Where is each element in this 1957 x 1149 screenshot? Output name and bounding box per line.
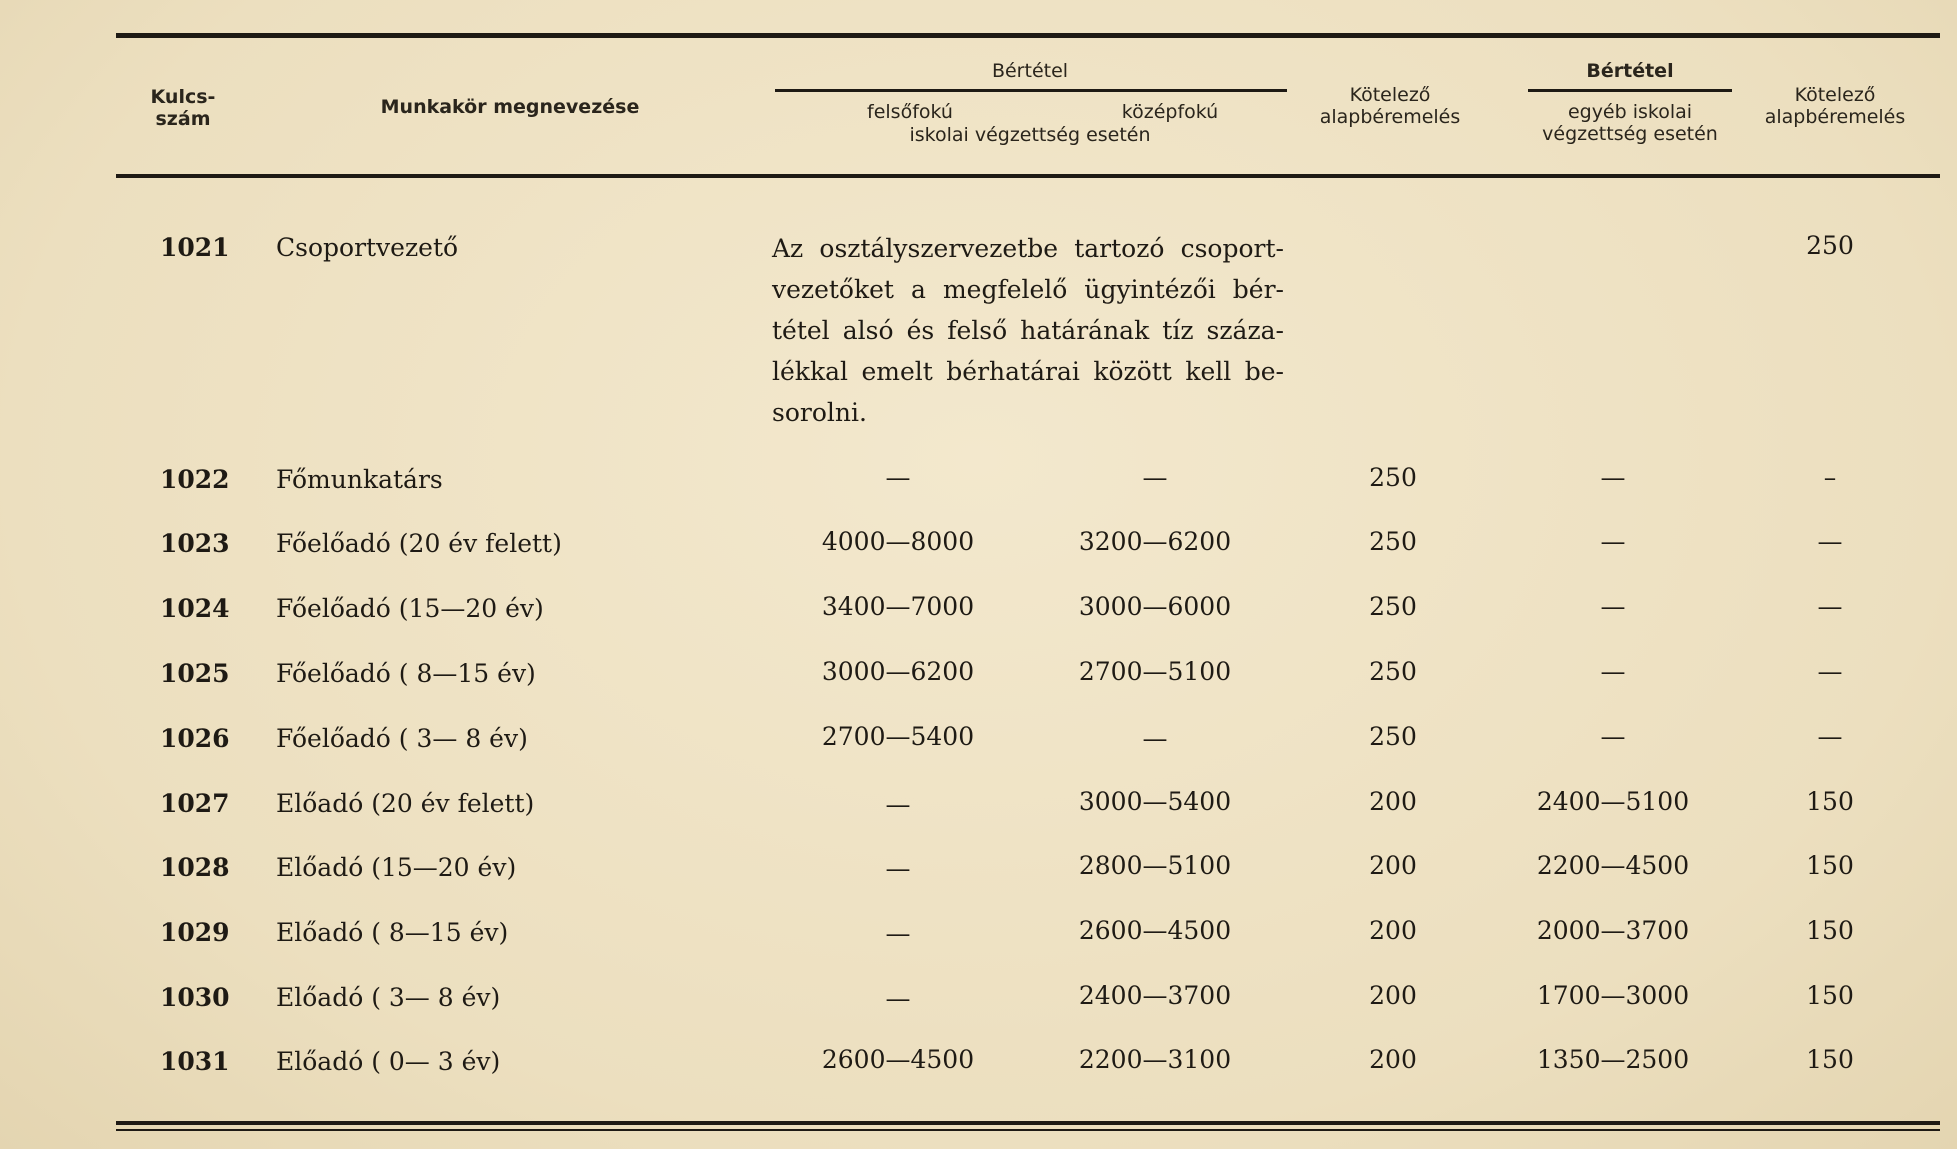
row-code: 1026 [160,724,230,753]
group1-sub-middle: középfokú [1121,101,1219,123]
raise1-header-line2: alapbéremelés [1319,106,1461,128]
row-higher: — [885,984,911,1013]
code-header [140,86,226,130]
row-title: Előadó ( 3— 8 év) [276,983,501,1012]
row-raise2: 150 [1806,851,1854,880]
row-title: Főmunkatárs [276,465,443,494]
group2-sub [1510,101,1750,145]
row-note: Az osztályszervezetbe tartozó csoport-vezetőket a megfelelő ügyintézői bér-tétel alsó és felső határának tíz száza-lékkal emelt bérhatárai között kell be-sorolni. [772,234,1284,427]
row-other: — [1600,527,1626,556]
row-code: 1028 [160,853,230,882]
row-higher: 3000—6200 [821,657,975,686]
row-middle: 2400—3700 [1078,981,1232,1010]
row-raise2: 150 [1806,916,1854,945]
row-raise2: — [1817,657,1843,686]
row-raise2: 150 [1806,787,1854,816]
row-raise2: 150 [1806,1045,1854,1074]
row-title: Főelőadó ( 3— 8 év) [276,724,528,753]
row-raise2: — [1817,527,1843,556]
row-raise1: 200 [1369,981,1417,1010]
row-middle: 2200—3100 [1078,1045,1232,1074]
row-higher: 4000—8000 [821,527,975,556]
bottom-rule-thin [116,1129,1940,1131]
row-title: Előadó ( 0— 3 év) [276,1047,501,1076]
row-code: 1027 [160,789,230,818]
row-raise1: 250 [1369,592,1417,621]
row-title: Főelőadó (15—20 év) [276,594,544,623]
row-title: Előadó ( 8—15 év) [276,918,509,947]
row-higher: 3400—7000 [821,592,975,621]
row-raise1: 200 [1369,851,1417,880]
row-other: — [1600,592,1626,621]
row-middle: 3000—5400 [1078,787,1232,816]
row-higher: — [885,463,911,492]
row-higher: 2700—5400 [821,722,975,751]
row-other: 2400—5100 [1536,787,1690,816]
row-middle: — [1142,724,1168,753]
bottom-rule [116,1121,1940,1125]
code-header-line1: Kulcs- [150,86,216,108]
row-other: 1350—2500 [1536,1045,1690,1074]
row-middle: 2600—4500 [1078,916,1232,945]
row-raise1: 250 [1369,463,1417,492]
row-raise1: 250 [1369,657,1417,686]
row-title: Előadó (20 év felett) [276,789,535,818]
row-higher: — [885,919,911,948]
group1-sub-line2: iskolai végzettség esetén [909,124,1151,146]
row-middle: — [1142,463,1168,492]
row-higher: — [885,790,911,819]
row-title: Főelőadó (20 év felett) [276,529,562,558]
row-middle: 2700—5100 [1078,657,1232,686]
row-middle: 3000—6000 [1078,592,1232,621]
row-other: 1700—3000 [1536,981,1690,1010]
row-raise1: 250 [1369,527,1417,556]
row-code: 1024 [160,594,230,623]
row-raise2: – [1823,463,1837,492]
group2-header: Bértétel [1586,60,1674,82]
row-raise2: 250 [1806,231,1854,260]
row-middle: 2800—5100 [1078,851,1232,880]
row-code: 1022 [160,465,230,494]
row-title: Előadó (15—20 év) [276,853,517,882]
header-rule [116,174,1940,178]
group2-underline [1528,89,1732,92]
row-code: 1023 [160,529,230,558]
row-raise2: 150 [1806,981,1854,1010]
row-code: 1030 [160,983,230,1012]
row-code: 1021 [160,233,230,262]
top-rule [116,33,1940,38]
row-raise1: 200 [1369,1045,1417,1074]
group2-sub-line1: egyéb iskolai [1567,101,1693,123]
code-header-line2: szám [155,108,211,130]
row-other: 2000—3700 [1536,916,1690,945]
row-other: — [1600,657,1626,686]
row-other: 2200—4500 [1536,851,1690,880]
row-code: 1029 [160,918,230,947]
row-other: — [1600,463,1626,492]
row-raise1: 200 [1369,916,1417,945]
row-raise2: — [1817,592,1843,621]
raise1-header-line1: Kötelező [1349,84,1431,106]
group2-sub-line2: végzettség esetén [1542,123,1718,145]
row-other: — [1600,722,1626,751]
raise2-header [1735,84,1935,128]
row-code: 1025 [160,659,230,688]
row-middle: 3200—6200 [1078,527,1232,556]
row-higher: 2600—4500 [821,1045,975,1074]
group1-header: Bértétel [991,60,1069,82]
row-code: 1031 [160,1047,230,1076]
raise2-header-line2: alapbéremelés [1764,106,1906,128]
row-title: Csoportvezető [276,233,459,262]
raise1-header [1290,84,1490,128]
row-raise1: 200 [1369,787,1417,816]
row-title: Főelőadó ( 8—15 év) [276,659,536,688]
row-raise2: — [1817,722,1843,751]
row-higher: — [885,854,911,883]
title-header: Munkakör megnevezése [380,96,640,118]
raise2-header-line1: Kötelező [1794,84,1876,106]
group1-sub-higher: felsőfokú [867,101,953,123]
group1-underline [775,89,1287,92]
row-raise1: 250 [1369,722,1417,751]
